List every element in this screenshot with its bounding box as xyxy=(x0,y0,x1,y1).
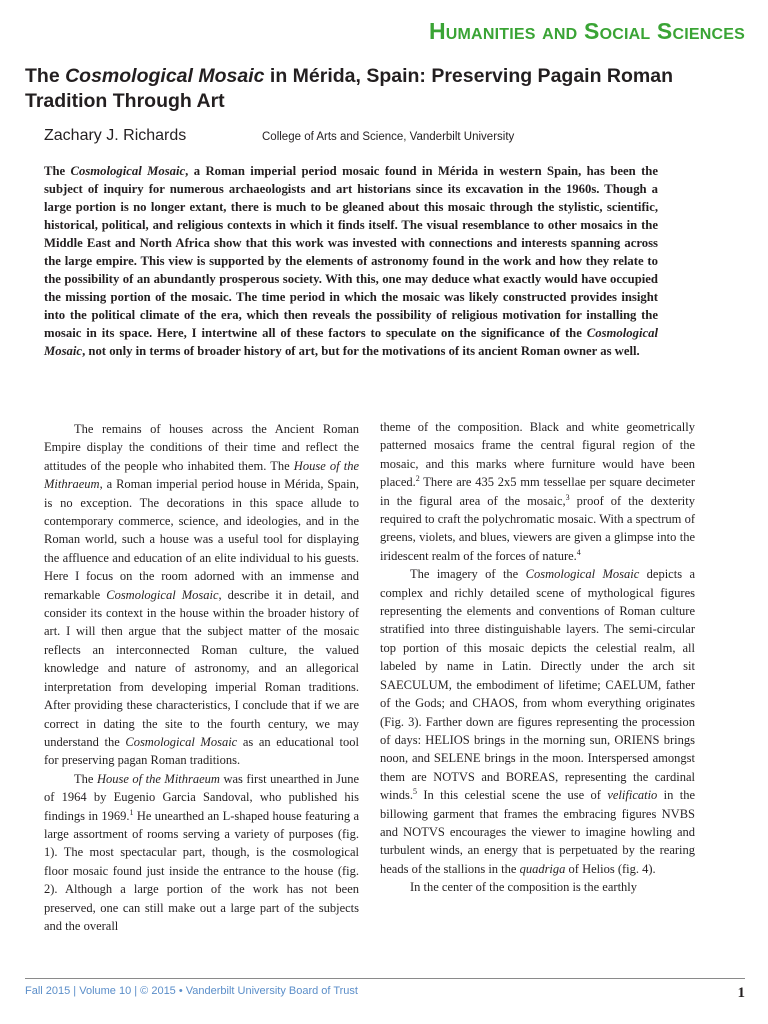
body-text: There are 435 2x5 mm tessellae per square decimeter in the figural area of the mosaic, xyxy=(380,475,695,508)
body-paragraph xyxy=(380,418,695,565)
body-text: The imagery of the xyxy=(410,567,526,582)
abstract xyxy=(44,162,658,360)
body-italic-text: Cosmological Mosaic xyxy=(125,734,238,749)
body-column-right xyxy=(380,418,695,897)
body-italic-text: velificatio xyxy=(607,788,658,803)
article-title xyxy=(25,64,745,114)
body-column-left xyxy=(44,420,359,935)
body-text: depicts a complex and richly detailed scene of mythological figures representing the elements and conventions of Roman culture stratified into three distinguishable layers. The semi-circular top portion of this mosaic depicts the celestial realm, all labeled by name in Latin. Directly under the arch sit SAECULUM, the embodiment of lifetime; CAELUM, father of the Gods; and CHAOS, from whom everything originates (Fig. 3). Farther down are figures representing the procession of days: HELIOS brings in the morning sun, ORIENS brings noon, and SELENE brings in the moon. Interspersed amongst them are NOTVS and BOREAS, representing the cardinal winds. xyxy=(380,567,695,803)
abstract-italic-text: Cosmological Mosaic xyxy=(44,326,658,358)
body-text: of Helios (fig. 4). xyxy=(565,861,656,876)
body-text: He unearthed an L-shaped house featuring a large assortment of rooms serving a variety of purposes (fig. 1). The most spectacular part, though, is the cosmological floor mosaic found just inside the entrance to the house (fig. 2). Although a large portion of the work has not been preserved, one can still make out a large part of the subjects and the overall xyxy=(44,808,359,933)
body-italic-text: Cosmological Mosaic xyxy=(525,567,640,582)
title-text: in Mérida, Spain: Preserving Pagain Roman Tradition Through Art xyxy=(25,65,674,112)
title-italic-text: Cosmological Mosaic xyxy=(65,65,265,87)
footnote-marker[interactable]: 1 xyxy=(129,807,134,817)
body-italic-text: quadriga xyxy=(519,861,566,876)
page-number: 1 xyxy=(737,985,745,1001)
body-text: was first unearthed in June of 1964 by Eugenio Garcia Sandoval, who published his findings in 1969. xyxy=(44,771,360,823)
body-text: , describe it in detail, and consider its context in the house within the broader history of art. I will then argue that the subject matter of the mosaic reflects an interconnected Roman culture, the valued knowledge and nature of astronomy, and an allegorical interpretation from developing imperial Roman traditions. After providing these characteristics, I conclude that if we are correct in dating the site to the fourth century, we may understand the xyxy=(44,587,359,749)
body-paragraph xyxy=(380,878,695,896)
author-affiliation: College of Arts and Science, Vanderbilt University xyxy=(262,131,515,143)
footer-divider xyxy=(25,978,745,979)
body-paragraph xyxy=(380,565,695,878)
body-text: theme of the composition. Black and white geometrically patterned mosaics frame the central figural region of the mosaic, and this marks where furniture would have been placed. xyxy=(380,420,695,490)
footnote-marker[interactable]: 4 xyxy=(576,547,581,557)
abstract-text: , not only in terms of broader history of art, but for the motivations of its ancient Roman owner as well. xyxy=(82,344,640,358)
body-text: proof of the dexterity required to craft the polychromatic mosaic. With a spectrum of greens, violets, and blues, viewers are given a glimpse into the iridescent realm of the forces of nature. xyxy=(380,493,695,563)
body-text: In the center of the composition is the earthly xyxy=(410,880,638,895)
body-paragraph xyxy=(44,770,359,936)
body-paragraph xyxy=(44,420,359,770)
abstract-text: , a Roman imperial period mosaic found in Mérida in western Spain, has been the subject of inquiry for numerous archaeologists and art historians since its excavation in the 1960s. Though a large portion is no longer extant, there is much to be gleaned about this mosaic through the stylistic, scientific, historical, political, and religious contexts in which it finds itself. The visual resemblance to other mosaics in the Middle East and North Africa show that this work was invested with connections and interests spanning across the large empire. This view is supported by the elements of astronomy found in the work and how they relate to the possibility of an abundantly prosperous society. With this, one may deduce what exactly would have occupied the missing portion of the mosaic. The time period in which the mosaic was likely constructed provides insight into the political climate of the era, which then reveals the possibility of religious motivation for installing the mosaic in its space. Here, I intertwine all of these factors to speculate on the significance of the xyxy=(44,164,658,340)
footnote-marker[interactable]: 5 xyxy=(413,786,417,796)
body-text: The xyxy=(74,771,97,786)
body-text: The remains of houses across the Ancient Roman Empire display the conditions of their time and reflect the attitudes of the people who inhabited them. The xyxy=(44,422,359,473)
body-text: In this celestial scene the use of xyxy=(417,788,608,803)
footnote-marker[interactable]: 2 xyxy=(415,474,420,484)
abstract-italic-text: Cosmological Mosaic xyxy=(70,164,186,178)
body-italic-text: Cosmological Mosaic xyxy=(106,587,219,602)
body-italic-text: House of the Mithraeum xyxy=(44,458,359,492)
title-text: The xyxy=(25,65,66,87)
footnote-marker[interactable]: 3 xyxy=(565,492,570,502)
abstract-text: The xyxy=(44,164,71,178)
body-text: in the billowing garment that frames the embracing figures NVBS and NOTVS encourages the viewer to imagine howling and turbulent winds, an energy that is perpetuated by the rearing heads of the stallions in the xyxy=(380,788,696,876)
body-italic-text: House of the Mithraeum xyxy=(96,771,220,786)
body-text: as an educational tool for preserving pagan Roman traditions. xyxy=(44,734,359,768)
body-text: , a Roman imperial period house in Mérida, Spain, is no exception. The decorations in this space allude to contemporary commerce, science, and ideologies, and in the Roman world, such a house was a useful tool for displaying the affluence and education of an elite individual to his guests. Here I focus on the room adorned with an immense and remarkable xyxy=(44,477,359,602)
journal-section-header: Humanities and Social Sciences xyxy=(428,18,745,44)
footer-citation: Fall 2015 | Volume 10 | © 2015 • Vanderbilt University Board of Trust xyxy=(25,985,358,997)
author-name: Zachary J. Richards xyxy=(44,127,187,144)
